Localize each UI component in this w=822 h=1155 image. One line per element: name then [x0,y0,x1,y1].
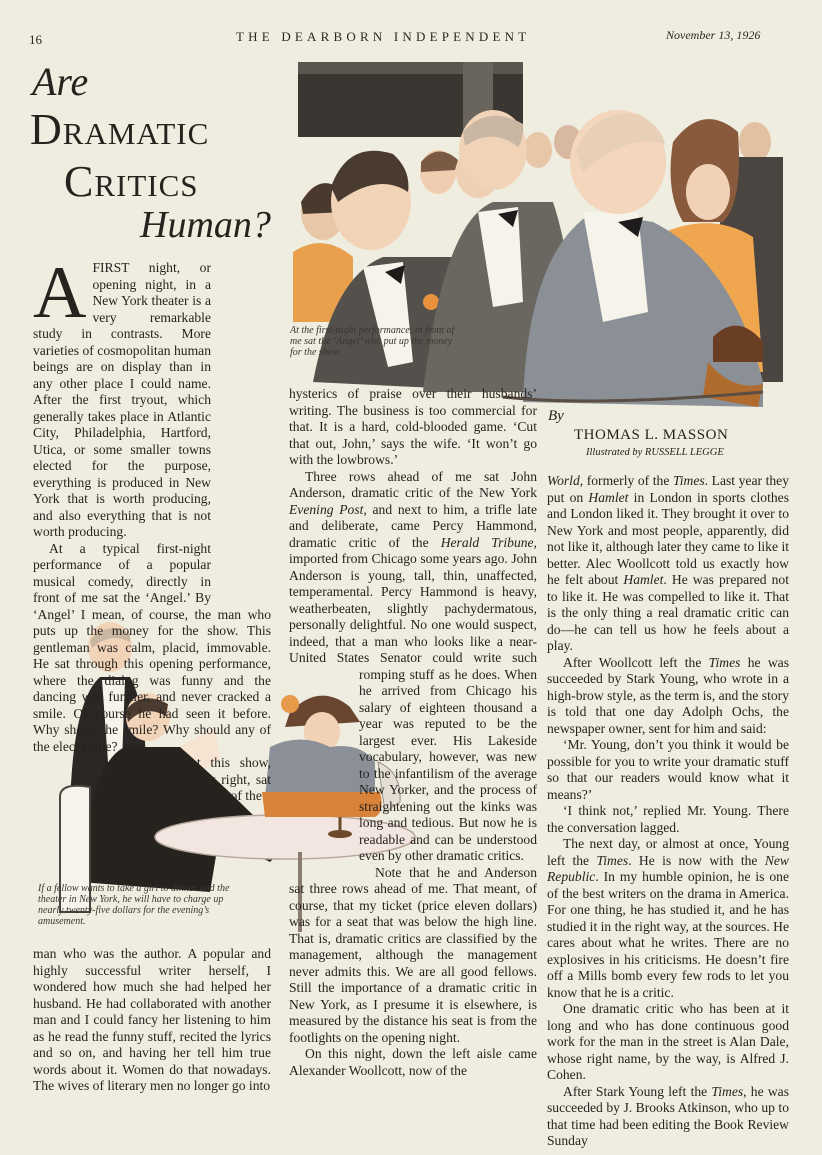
col2-paragraph-1: hysterics of praise over their husbands’ writing. The business is too commercial for that. It is a hard, cold-blooded game. ‘Cut that out, John,’ says the wife. ‘It won’t go with the lowbrows.’ [289,386,537,467]
byline-by: By [548,408,564,424]
column-1-top [33,252,271,805]
theater-audience-drawing [293,62,783,422]
theater-caption: At the first-night performance, in front of me sat the ‘Angel’ who put up the money for the show. [290,325,455,358]
boutonniere [423,294,439,310]
issue-date: November 13, 1926 [666,28,761,42]
title-dramatic: Dramatic [30,105,210,154]
byline-illustrator: Illustrated by RUSSELL LEGGE [586,447,724,458]
title-are: Are [32,59,89,104]
col2-paragraph-4: On this night, down the left aisle came Alexander Woollcott, now of the [289,1046,537,1078]
col3-paragraph-2: After Woollcott left the Times he was succeeded by Stark Young, who wrote in a high-brow style, as the term is, and the story is told that one day Adolph Ochs, the newspaper owner, sent for him and said: [547,654,789,736]
page-number: 16 [29,32,42,47]
column-1-bottom [33,946,271,1095]
col3-paragraph-6: One dramatic critic who has been at it long and who has done continuous good work for the man in the street is Alan Dale, whose right name, by the way, is Alfred J. Cohen. [547,1001,789,1082]
column-2 [289,386,537,1079]
col2-paragraph-2: Three rows ahead of me sat John Anderson, dramatic critic of the New York Evening Post, and next to him, a trifle late and deliberate, came Percy Hammond, dramatic critic of the Herald Tribune, imported from Chicago some years ago. John Anderson is young, tall, thin, unaffected, temperamental. Percy Hammond is heavy, weatherbeaten, slightly pachydermatous, personally delightful. No one would suspect, indeed, that a man who looks like a near-United States Senator could write such romping stuff as he does. When he arrived from Chicago his salary of eighteen thousand a year was reputed to be the largest ever. His Lakeside vocabulary, however, was new to the infantilism of the average New Yorker, and the process of straightening out the kinks was long and tedious. But now he is readable and can be understood even by other dramatic critics. [289,468,537,863]
byline-author: THOMAS L. MASSON [574,427,729,443]
title-critics: Critics [64,157,199,206]
drop-cap: A [33,252,87,334]
col3-paragraph-1: World, formerly of the Times. Last year they put on Hamlet in London in sports clothes and London liked it. They brought it over to New York and most people, apparently, did not like it, although later they came to like it better. Alec Woollcott told us exactly how he felt about Hamlet. He was prepared not to like it. He was compelled to like it. That is the only thing a real dramatic critic can do—he can tell us how he feels about a play. [547,473,790,653]
col3-paragraph-5: The next day, or almost at once, Young left the Times. He is now with the New Republic. In my humble opinion, he is one of the best writers on the drama in America. For one thing, he has studied it, and he has studied it in the right way, at the sources. He cares about what he writes. There are no explosives in his criticisms. He doesn’t fire off a Mills bomb every few rods to let you know that he is a critic. [547,836,789,1000]
theater-illustration [293,62,783,422]
col1-paragraph-3: At this show, at my right, sat the wife of the [183,755,271,803]
dinner-caption: If a fellow wants to take a girl to dinner and the theater in New York, he will have to charge up nearly twenty-five dollars for the evening’s amusement. [38,883,230,927]
col1-paragraph-1: FIRST night, or opening night, in a New York theater is a very remarkable study in contrasts. More varieties of cosmopolitan human beings are on display than in any other place I could name. After the first tryout, which generally takes place in Atlantic City, Philadelphia, Hartford, Utica, or some smaller towns elected for the purpose, everything is produced in New York that is worth producing, and also everything that is not worth producing. [33,260,211,539]
col3-paragraph-3: ‘Mr. Young, don’t you think it would be possible for you to write your dramatic stuff so that our readers would know what it means?’ [547,737,789,802]
article-title [28,59,288,246]
column-3 [547,473,789,1150]
col1-paragraph-2: At a typical first-night performance of a popular musical comedy, directly in front of me sat the ‘Angel.’ By ‘Angel’ I mean, of course, the man who puts up the money for the show. This gentleman was calm, placid, immovable. He sat through this opening performance, where the dialog was funny and the dancing was funnier, and never cracked a smile. Of course he had seen it before. Why should he smile? Why should any of the elect smile? [33,540,271,754]
col3-paragraph-7: After Stark Young left the Times, he was succeeded by J. Brooks Atkinson, who up to that time had been editing the Book Review Sunday [547,1083,789,1148]
title-human: Human? [140,204,271,246]
col3-paragraph-4: ‘I think not,’ replied Mr. Young. There the conversation lagged. [547,803,789,835]
col1-paragraph-4: man who was the author. A popular and highly successful writer herself, I wondered how much she had helped her husband. He had collaborated with another man and I could fancy her listening to him as he read the funny stuff, recited the lyrics and so on, and having her tell him true words about it. Women do that nowadays. The wives of literary men no longer go into [33,946,271,1093]
col2-paragraph-3: Note that he and Anderson sat three rows ahead of me. That meant, of course, that my ticket (price eleven dollars) was for a seat that was below the high line. That is, dramatic critics are classified by the management, although the management never admits this. We are all good fellows. Still the importance of a dramatic critic in New York, as I presume it is elsewhere, is measured by the distance his seat is from the footlights on the opening night. [289,864,537,1045]
running-title: THE DEARBORN INDEPENDENT [236,29,531,44]
